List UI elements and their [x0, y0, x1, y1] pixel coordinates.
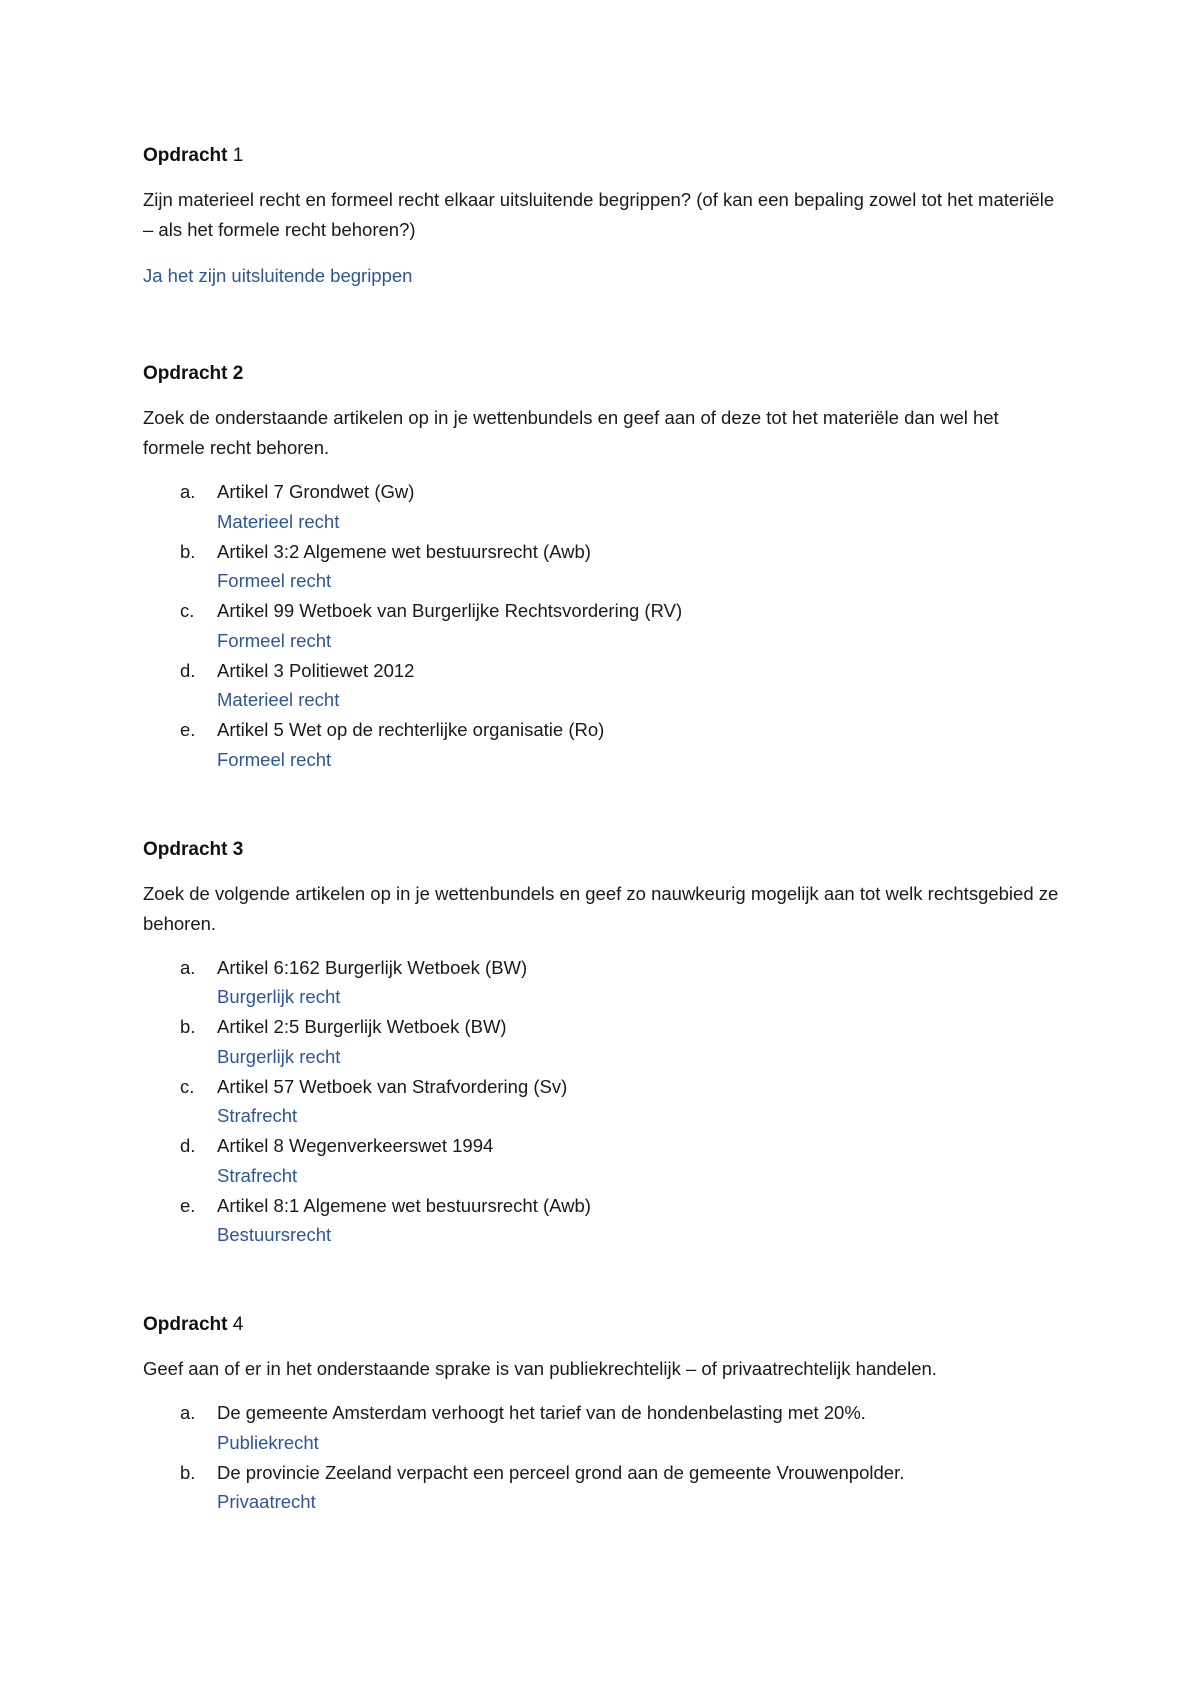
list-item-text: Artikel 6:162 Burgerlijk Wetboek (BW): [217, 956, 528, 978]
list-item: [143, 1398, 1063, 1458]
list-item-letter: c.: [180, 1075, 195, 1097]
list-item-text: De gemeente Amsterdam verhoogt het tarief van de hondenbelasting met 20%.: [217, 1402, 866, 1423]
list-item: [143, 1012, 1063, 1072]
list-item-answer: Formeel recht: [217, 748, 332, 770]
list-item-letter: a.: [180, 956, 196, 978]
list-item-answer: Publiekrecht: [217, 1431, 319, 1453]
heading-word: Opdracht: [143, 145, 228, 166]
section-opdracht-2: [143, 361, 1063, 775]
list-item-answer: Materieel recht: [217, 689, 340, 710]
list-item: [143, 1458, 1063, 1518]
list-item-answer: Formeel recht: [217, 629, 332, 651]
section-heading: [143, 361, 1063, 387]
list-item-answer: Strafrecht: [217, 1164, 298, 1186]
list-item: [143, 715, 1063, 775]
list-item-text: Artikel 8 Wegenverkeerswet 1994: [217, 1135, 494, 1156]
list-item-letter: a.: [180, 1402, 196, 1423]
section-spacer: [143, 291, 1063, 361]
heading-word: Opdracht: [143, 838, 228, 860]
section-opdracht-3: [143, 837, 1063, 1251]
list-item-text: Artikel 99 Wetboek van Burgerlijke Rechtsvordering (RV): [217, 600, 683, 621]
list-item-letter: e.: [180, 1194, 196, 1216]
question-text: Geef aan of er in het onderstaande sprake is van publiekrechtelijk – of privaatrechtelijk handelen.: [143, 1358, 937, 1379]
answer-text: Ja het zijn uitsluitende begrippen: [143, 265, 413, 286]
heading-number: 4: [232, 1314, 244, 1335]
list-item-text: De provincie Zeeland verpacht een perceel grond aan de gemeente Vrouwenpolder.: [217, 1461, 905, 1483]
heading-number: 1: [232, 145, 244, 166]
section-heading: [143, 143, 1063, 169]
list-item-letter: b.: [180, 1016, 196, 1037]
article-list: [143, 477, 1063, 775]
section-heading: [143, 837, 1063, 863]
heading-number: 2: [232, 363, 244, 384]
article-list: [143, 953, 1063, 1251]
list-item-text: Artikel 3 Politiewet 2012: [217, 659, 415, 681]
list-item-letter: d.: [180, 1135, 196, 1156]
list-item-text: Artikel 2:5 Burgerlijk Wetboek (BW): [217, 1016, 507, 1037]
list-item-letter: e.: [180, 719, 196, 740]
list-item-text: Artikel 5 Wet op de rechterlijke organisatie (Ro): [217, 719, 605, 740]
list-item: [143, 1191, 1063, 1251]
list-item-text: Artikel 8:1 Algemene wet bestuursrecht (Awb): [217, 1194, 591, 1216]
list-item-answer: Strafrecht: [217, 1105, 298, 1126]
list-item-letter: a.: [180, 481, 196, 502]
list-item: [143, 656, 1063, 716]
list-item: [143, 596, 1063, 656]
question-text: Zoek de volgende artikelen op in je wettenbundels en geef zo nauwkeurig mogelijk aan tot welk rechtsgebied ze behoren.: [143, 882, 1059, 934]
list-item: [143, 953, 1063, 1013]
list-item-letter: b.: [180, 540, 196, 562]
list-item: [143, 477, 1063, 537]
statement-list: [143, 1398, 1063, 1517]
section-heading: [143, 1312, 1063, 1338]
section-spacer: [143, 775, 1063, 837]
section-spacer: [143, 1250, 1063, 1312]
list-item-answer: Bestuursrecht: [217, 1224, 332, 1245]
list-item-letter: b.: [180, 1461, 196, 1483]
list-item: [143, 1131, 1063, 1191]
list-item-answer: Formeel recht: [217, 570, 332, 591]
list-item-answer: Burgerlijk recht: [217, 1045, 341, 1067]
list-item-text: Artikel 3:2 Algemene wet bestuursrecht (Awb): [217, 540, 591, 562]
list-item-letter: d.: [180, 659, 196, 681]
section-opdracht-1: [143, 143, 1063, 291]
document-content: [143, 143, 1063, 1517]
list-item-answer: Materieel recht: [217, 510, 340, 532]
list-item-text: Artikel 7 Grondwet (Gw): [217, 481, 415, 502]
heading-word: Opdracht: [143, 1314, 228, 1335]
section-opdracht-4: [143, 1312, 1063, 1517]
heading-number: 3: [232, 838, 244, 860]
list-item: [143, 537, 1063, 597]
list-item: [143, 1072, 1063, 1132]
list-item-answer: Burgerlijk recht: [217, 986, 341, 1007]
list-item-text: Artikel 57 Wetboek van Strafvordering (Sv): [217, 1075, 568, 1097]
heading-word: Opdracht: [143, 363, 228, 384]
question-text: Zoek de onderstaande artikelen op in je wettenbundels en geef aan of deze tot het materiële dan wel het formele recht behoren.: [143, 407, 999, 458]
list-item-letter: c.: [180, 600, 195, 621]
question-text: Zijn materieel recht en formeel recht elkaar uitsluitende begrippen? (of kan een bepaling zowel tot het materiële – als het formele recht behoren?): [143, 189, 1055, 240]
list-item-answer: Privaatrecht: [217, 1491, 316, 1512]
